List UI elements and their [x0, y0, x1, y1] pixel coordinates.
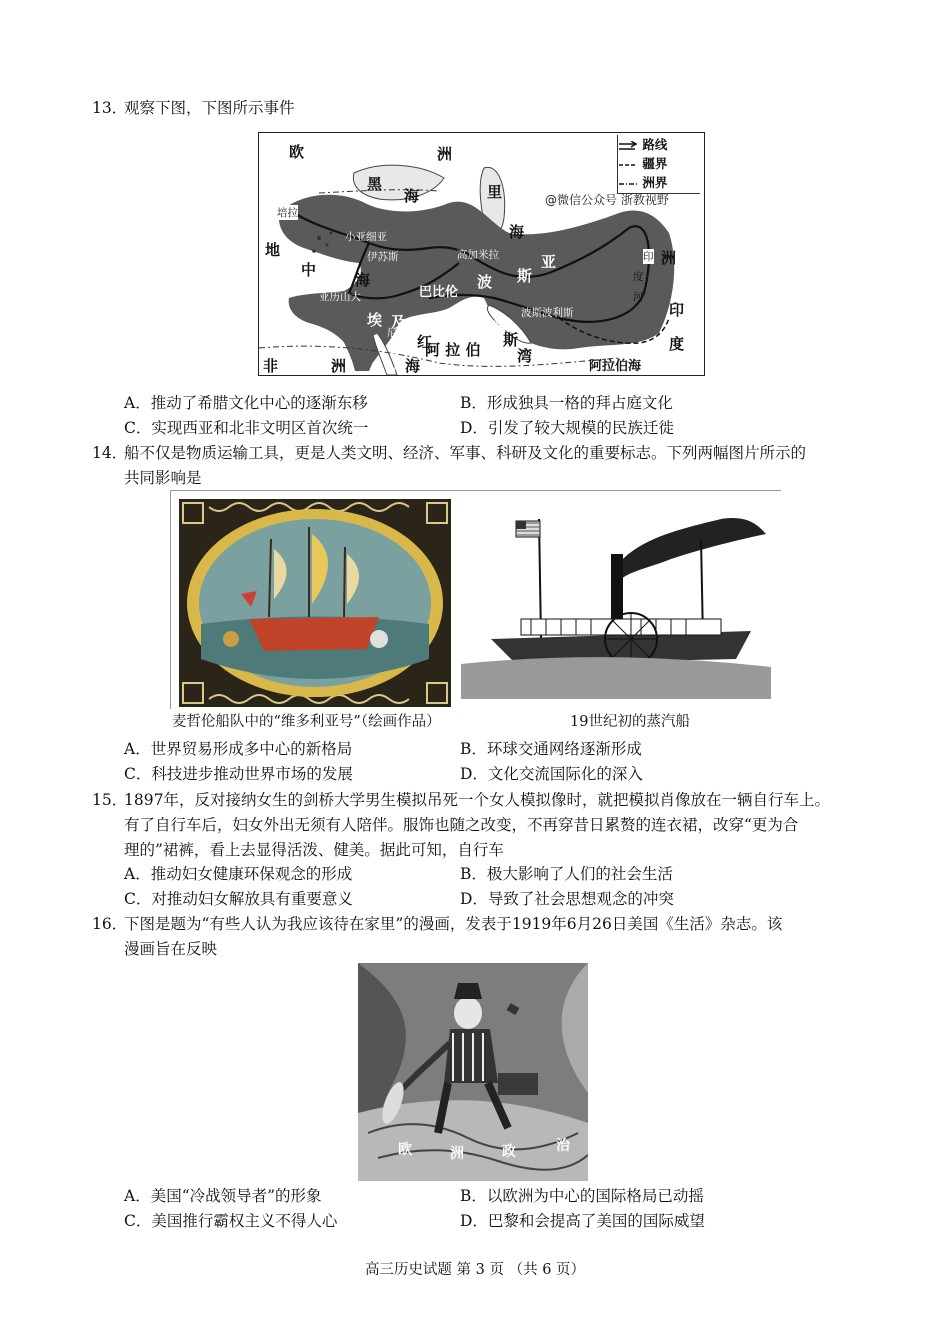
q15-option-b: B．极大影响了人们的社会生活 — [460, 865, 673, 883]
q14-stem-line2: 共同影响是 — [124, 469, 202, 487]
q13-option-b: B．形成独具一格的拜占庭文化 — [460, 394, 673, 412]
map-watermark: @微信公众号 浙教视野 — [545, 193, 669, 207]
label-asiaminor: 小亚细亚 — [345, 231, 387, 243]
label-gulf-1: 波 — [491, 315, 507, 333]
q14-option-d: D．文化交流国际化的深入 — [460, 765, 643, 783]
label-issus: 伊苏斯 — [367, 251, 399, 263]
caption-victoria: 麦哲伦船队中的“维多利亚号”（绘画作品） — [172, 714, 441, 730]
cartoon-word-4: 治 — [556, 1138, 570, 1154]
q13-stem-text: 观察下图，下图所示事件 — [124, 99, 295, 117]
q14-option-b: B．环球交通网络逐渐形成 — [460, 740, 642, 758]
q13-option-a: A．推动了希腊文化中心的逐渐东移 — [124, 394, 368, 412]
label-persia-1: 波 — [477, 273, 493, 291]
q16-option-c: C．美国推行霸权主义不得人心 — [124, 1212, 338, 1230]
label-europe-2: 洲 — [437, 145, 453, 163]
q13-map — [258, 132, 705, 376]
q15-line2: 有了自行车后，妇女外出无须有人陪伴。服饰也随之改变，不再穿昔日累赘的连衣裙，改穿“更为合 — [124, 816, 799, 834]
q16-line2: 漫画旨在反映 — [124, 940, 218, 958]
q14-option-a: A．世界贸易形成多中心的新格局 — [124, 740, 353, 758]
label-caspian: 里 — [487, 183, 503, 201]
label-africa-1: 非 — [263, 357, 279, 375]
label-nile-2: 罗 — [391, 347, 402, 359]
q15-number: 15． — [92, 791, 128, 809]
q13-stem — [92, 96, 872, 121]
label-med-1: 地 — [265, 241, 281, 259]
label-europe: 欧 — [289, 143, 305, 161]
cartoon-word-1: 欧 — [398, 1142, 412, 1158]
q13-option-d: D．引发了较大规模的民族迁徙 — [460, 419, 674, 437]
victoria-painting — [179, 499, 451, 707]
steamboat-graphic — [461, 499, 771, 707]
label-caspian-2: 海 — [509, 223, 525, 241]
label-africa-2: 洲 — [331, 357, 347, 375]
label-gulf-2: 斯 — [503, 331, 519, 349]
legend-border: 疆界 — [642, 156, 668, 171]
q16-number: 16． — [92, 915, 128, 933]
q14-number: 14． — [92, 444, 128, 462]
label-med-3: 海 — [355, 271, 371, 289]
legend-route: 路线 — [618, 135, 700, 154]
label-persepolis: 波斯波利斯 — [521, 307, 574, 319]
q15-stem — [92, 788, 872, 863]
q16-option-a: A．美国“冷战领导者”的形象 — [124, 1187, 322, 1205]
label-med-2: 中 — [301, 261, 317, 279]
caption-steamboat: 19世纪初的蒸汽船 — [570, 714, 690, 730]
label-alexandria: 亚历山大 — [319, 291, 361, 303]
label-asia: 亚 — [541, 253, 557, 271]
q15-line1: 1897年，反对接纳女生的剑桥大学男生模拟吊死一个女人模拟像时，就把模拟肖像放在一辆自行车上。 — [124, 791, 830, 809]
label-indus-2: 度 — [633, 271, 644, 283]
cartoon-graphic — [358, 963, 588, 1181]
label-babylon: 巴比伦 — [419, 285, 459, 300]
legend-continent: 洲界 — [642, 175, 668, 190]
q16-cartoon — [358, 963, 588, 1181]
label-pella: 培拉 — [277, 207, 298, 219]
q16-option-b: B．以欧洲为中心的国际格局已动摇 — [460, 1187, 704, 1205]
label-india-2: 度 — [669, 335, 685, 353]
steamboat-image — [461, 499, 771, 707]
q13-option-c: C．实现西亚和北非文明区首次统一 — [124, 419, 369, 437]
q16-stem — [92, 912, 872, 962]
q13-number: 13． — [92, 99, 128, 117]
label-nile-1: 尼 — [387, 327, 398, 339]
label-red-2: 海 — [405, 357, 421, 375]
label-arabia: 阿 拉 伯 — [425, 341, 481, 359]
label-gulf-3: 湾 — [517, 347, 533, 365]
label-arabian-sea: 阿拉伯海 — [589, 359, 642, 374]
label-egypt-1: 埃 — [367, 311, 383, 329]
label-black: 黑 — [367, 175, 383, 193]
label-indus-1: 印 — [643, 251, 654, 263]
label-egypt-2: 及 — [391, 313, 407, 331]
label-india-1: 印 — [669, 301, 685, 319]
label-black-2: 海 — [404, 187, 420, 205]
label-indus-3: 河 — [633, 291, 644, 303]
q15-option-a: A．推动妇女健康环保观念的形成 — [124, 865, 353, 883]
q14-stem — [92, 441, 872, 491]
label-persia-2: 斯 — [517, 267, 533, 285]
q14-stem-line1: 船不仅是物质运输工具，更是人类文明、经济、军事、科研及文化的重要标志。下列两幅图片所示的 — [124, 444, 807, 462]
cartoon-word-3: 政 — [502, 1144, 516, 1160]
q16-option-d: D．巴黎和会提高了美国的国际威望 — [460, 1212, 705, 1230]
q15-option-d: D．导致了社会思想观念的冲突 — [460, 890, 674, 908]
q14-option-c: C．科技进步推动世界市场的发展 — [124, 765, 353, 783]
q15-line3: 理的”裙裤，看上去显得活泼、健美。据此可知，自行车 — [124, 841, 504, 859]
q15-option-c: C．对推动妇女解放具有重要意义 — [124, 890, 353, 908]
label-gaugamela: 高加米拉 — [457, 249, 499, 261]
q14-images — [170, 490, 781, 709]
label-asia-zhou: 洲 — [661, 249, 677, 267]
cartoon-word-2: 洲 — [450, 1146, 464, 1162]
map-legend — [617, 135, 700, 194]
page-footer: 高三历史试题 第 3 页 （共 6 页） — [364, 1262, 586, 1278]
q16-line1: 下图是题为“有些人认为我应该待在家里”的漫画，发表于1919年6月26日美国《生活》杂志。该 — [124, 915, 783, 933]
label-nile-3: 河 — [393, 361, 404, 373]
victoria-graphic — [179, 499, 451, 707]
label-red-1: 红 — [417, 333, 433, 351]
